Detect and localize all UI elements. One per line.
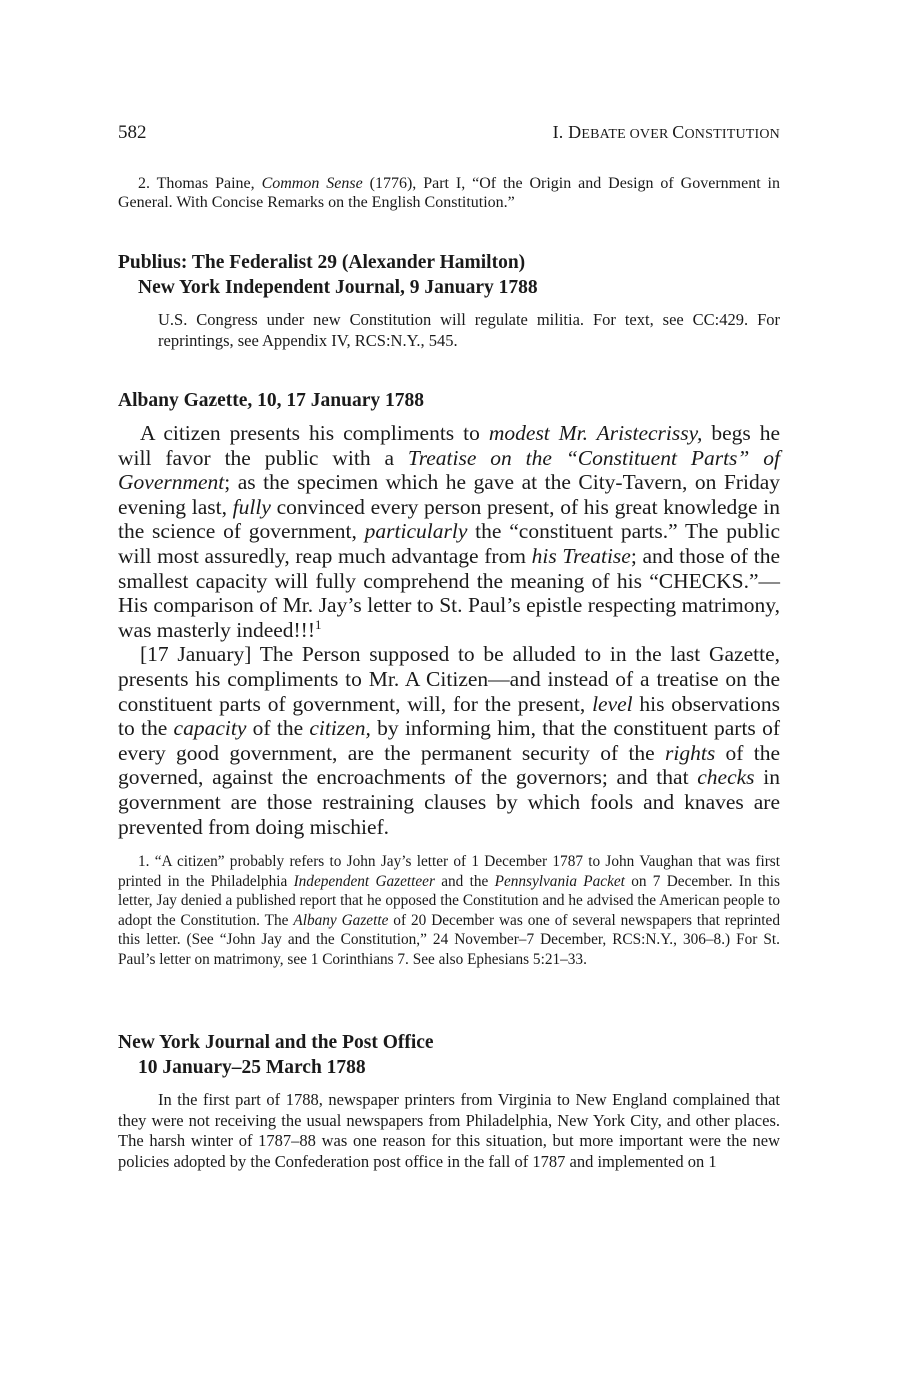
section-title: Albany Gazette, 10, 17 January 1788 xyxy=(118,390,425,411)
running-head xyxy=(118,122,780,148)
section-subtitle: 10 January–25 March 1788 xyxy=(138,1057,366,1078)
page-number: 582 xyxy=(118,122,147,143)
section-heading-post-office xyxy=(118,1030,780,1080)
footnote-1: 1. “A citizen” probably refers to John Jay’s letter of 1 December 1787 to John Vaughan that was first printed in the Philadelphia Independent Gazetteer and the Pennsylvania Packet on 7 December. In this letter, Jay denied a published report that he opposed the Constitution and he advised the American people to adopt the Constitution. The Albany Gazette of 20 December was one of several newspapers that reprinted this letter. (See “John Jay and the Constitution,” 24 November–7 December, RCS:N.Y., 306–8.) For St. Paul’s letter on matrimony, see 1 Corinthians 7. See also Ephesians 5:21–33. xyxy=(118,853,780,968)
document-body-text xyxy=(118,421,780,839)
section-summary: U.S. Congress under new Constitution will regulate militia. For text, see CC:429. For reprintings, see Appendix IV, RCS:N.Y., 545. xyxy=(158,310,780,350)
section-subtitle: New York Independent Journal, 9 January 1788 xyxy=(138,277,538,298)
footnote-top: 2. Thomas Paine, Common Sense (1776), Part I, “Of the Origin and Design of Government in General. With Concise Remarks on the English Constitution.” xyxy=(118,175,781,212)
section-title: New York Journal and the Post Office xyxy=(118,1032,434,1053)
section-heading-albany-gazette xyxy=(118,388,780,413)
footnote-marker: 1 xyxy=(315,617,322,632)
section-body: In the first part of 1788, newspaper printers from Virginia to New England complained that they were not receiving the usual newspapers from Philadelphia, New York City, and other places. The harsh winter of 1787–88 was one reason for this situation, but more important were the new policies adopted by the Confederation post office in the fall of 1787 and implemented on 1 xyxy=(118,1090,780,1171)
section-heading-federalist-29 xyxy=(118,250,780,300)
paragraph-1: A citizen presents his compliments to modest Mr. Aristecrissy, begs he will favor the public with a Treatise on the “Constituent Parts” of Government; as the specimen which he gave at the City-Tavern, on Friday evening last, fully convinced every person present, of his great knowledge in the science of government, particularly the “constituent parts.” The public will most assuredly, reap much advantage from his Treatise; and those of the smallest capacity will fully comprehend the meaning of his “CHECKS.”—His comparison of Mr. Jay’s letter to St. Paul’s epistle respecting matrimony, was masterly indeed!!!$^1$ xyxy=(118,421,781,642)
paragraph-2: [17 January] The Person supposed to be alluded to in the last Gazette, presents his compliments to Mr. A Citizen—and instead of a treatise on the constituent parts of government, will, for the present, level his observations to the capacity of the citizen, by informing him, that the constituent parts of every good government, are the permanent security of the rights of the governed, against the encroachments of the governors; and that checks in government are those restraining clauses by which fools and knaves are prevented from doing mischief. xyxy=(118,642,780,839)
section-title: Publius: The Federalist 29 (Alexander Hamilton) xyxy=(118,252,526,273)
running-section-title: I. DEBATE OVER CONSTITUTION xyxy=(552,122,780,142)
